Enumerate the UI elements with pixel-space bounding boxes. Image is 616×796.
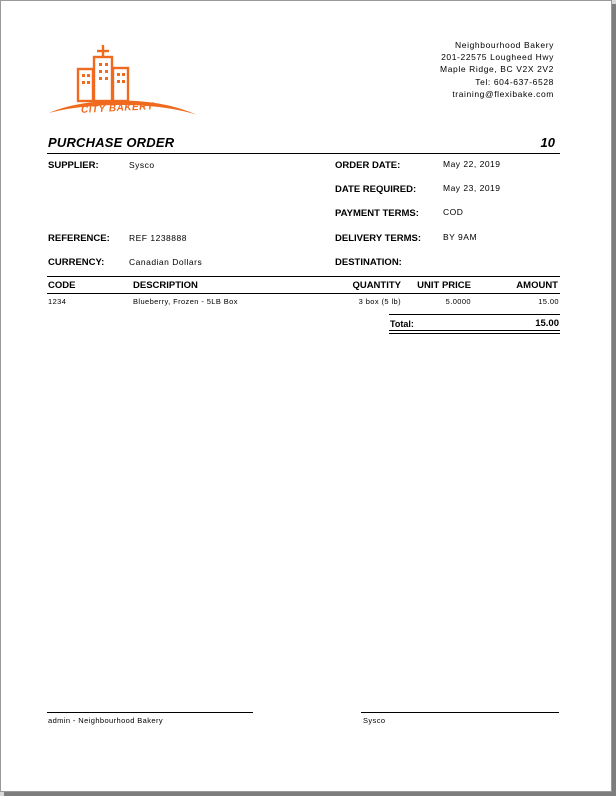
signature-right: Sysco	[363, 716, 386, 725]
title-divider	[47, 153, 560, 154]
order-date-label: ORDER DATE:	[335, 160, 401, 171]
company-email: training@flexibake.com	[452, 88, 554, 99]
col-header-unit-price: UNIT PRICE	[417, 280, 471, 291]
payment-terms-label: PAYMENT TERMS:	[335, 208, 419, 219]
supplier-label: SUPPLIER:	[48, 160, 99, 171]
reference-label: REFERENCE:	[48, 233, 110, 244]
delivery-terms-label: DELIVERY TERMS:	[335, 233, 422, 244]
supplier-value: Sysco	[129, 160, 155, 170]
destination-label: DESTINATION:	[335, 257, 402, 268]
col-header-code: CODE	[48, 280, 76, 291]
order-date-value: May 22, 2019	[443, 159, 501, 169]
document-title: PURCHASE ORDER	[48, 135, 175, 150]
payment-terms-value: COD	[443, 207, 464, 217]
total-double-rule-2	[389, 333, 560, 334]
company-address-line1: 201-22575 Lougheed Hwy	[441, 52, 554, 63]
row-code: 1234	[48, 297, 67, 306]
date-required-label: DATE REQUIRED:	[335, 184, 417, 195]
col-header-quantity: QUANTITY	[352, 280, 401, 291]
col-header-description: DESCRIPTION	[133, 280, 198, 291]
city-bakery-logo	[45, 41, 201, 121]
row-amount: 15.00	[538, 297, 559, 306]
table-top-rule	[47, 276, 560, 277]
table-header-rule	[47, 293, 560, 294]
logo-text: CITY BAKERY	[80, 101, 155, 116]
signature-line-right	[361, 712, 559, 713]
total-value: 15.00	[535, 318, 559, 329]
total-label: Total:	[390, 319, 414, 329]
date-required-value: May 23, 2019	[443, 183, 501, 193]
reference-value: REF 1238888	[129, 233, 187, 243]
currency-label: CURRENCY:	[48, 257, 105, 268]
company-phone: Tel: 604-637-6528	[475, 76, 554, 87]
company-address-line2: Maple Ridge, BC V2X 2V2	[440, 64, 554, 75]
row-quantity: 3 box (5 lb)	[358, 297, 401, 306]
company-info	[440, 39, 554, 100]
row-description: Blueberry, Frozen - 5LB Box	[133, 297, 238, 306]
total-top-rule	[389, 314, 560, 315]
currency-value: Canadian Dollars	[129, 257, 203, 267]
company-name: Neighbourhood Bakery	[455, 40, 554, 50]
signature-line-left	[47, 712, 253, 713]
delivery-terms-value: BY 9AM	[443, 232, 478, 242]
signature-left: admin - Neighbourhood Bakery	[48, 716, 164, 725]
col-header-amount: AMOUNT	[516, 280, 558, 291]
total-double-rule-1	[389, 330, 560, 331]
row-unit-price: 5.0000	[445, 297, 471, 306]
po-number: 10	[540, 135, 555, 150]
